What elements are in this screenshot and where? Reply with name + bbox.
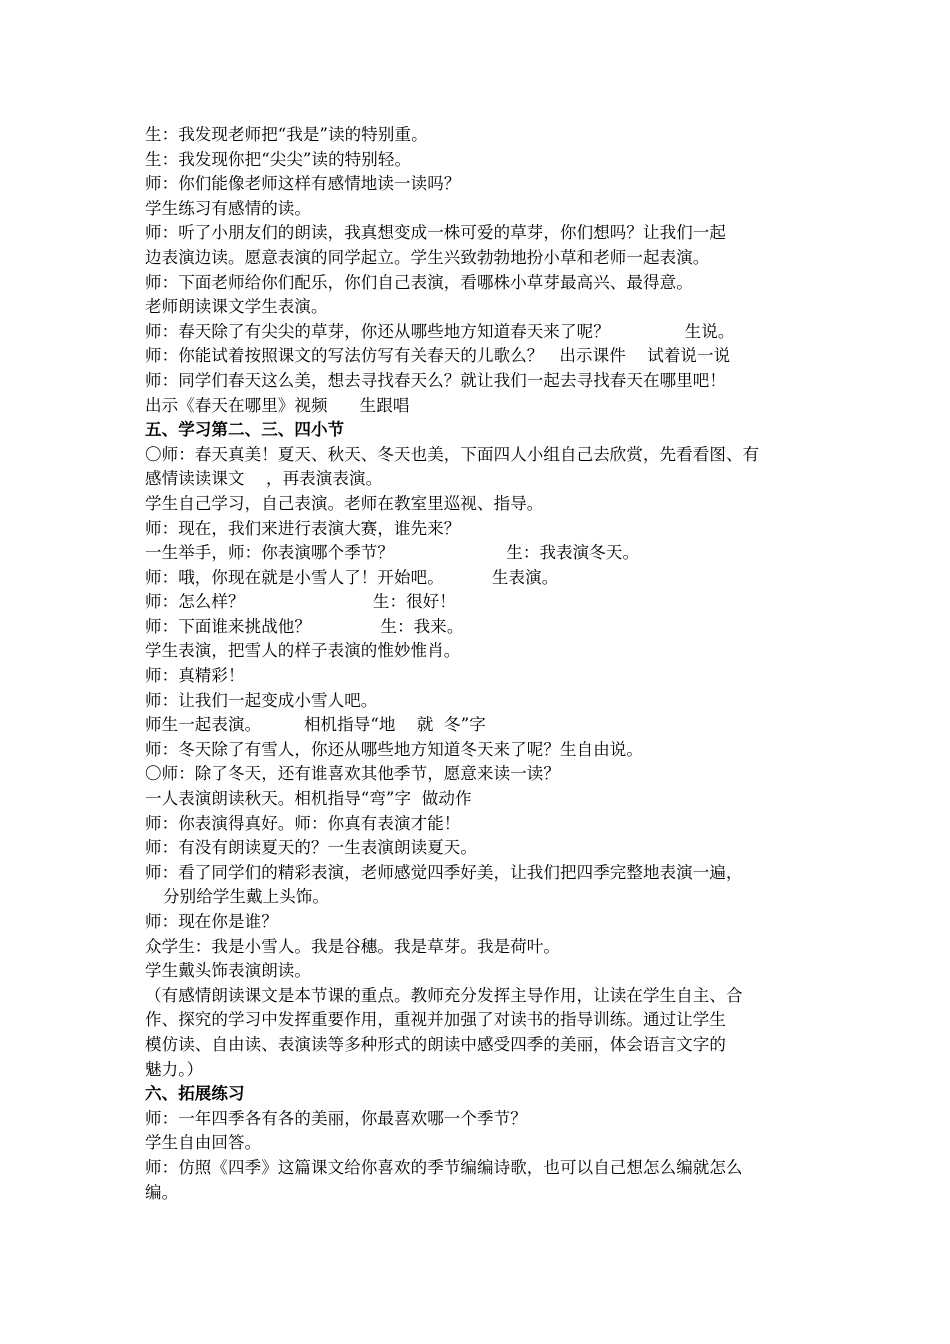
- text-line: 魅力。）: [145, 1059, 204, 1079]
- text-line: 感情读读课文 ，再表演表演。: [145, 469, 383, 489]
- text-line: 生：我发现老师把“我是”读的特别重。: [145, 125, 428, 144]
- text-line: 学生表演，把雪人的样子表演的惟妙惟肖。: [145, 641, 461, 661]
- text-line: 模仿读、自由读、表演读等多种形式的朗读中感受四季的美丽，体会语言文字的: [145, 1034, 726, 1054]
- text-line: 师：你们能像老师这样有感情地读一读吗？: [145, 174, 461, 194]
- text-line: 师：你能试着按照课文的写法仿写有关春天的儿歌么？ 出示课件 试着说一说: [145, 346, 731, 366]
- text-line: 学生自己学习，自己表演。老师在教室里巡视、指导。: [145, 493, 544, 513]
- text-line: 师：你表演得真好。师：你真有表演才能！: [145, 813, 461, 833]
- text-line: 编。: [145, 1182, 179, 1202]
- text-line: 师：同学们春天这么美，想去寻找春天么？就让我们一起去寻找春天在哪里吧！: [145, 370, 726, 390]
- text-line: 一人表演朗读秋天。相机指导“弯”字 做动作: [145, 789, 472, 809]
- text-line: 师：怎么样？ 生：很好！: [145, 592, 456, 612]
- text-line: 师：下面老师给你们配乐，你们自己表演，看哪株小草芽最高兴、最得意。: [145, 272, 693, 292]
- text-line: 师：真精彩！: [145, 666, 245, 686]
- text-line: 师生一起表演。 相机指导“地 就 冬”字: [145, 715, 486, 735]
- text-line: （有感情朗读课文是本节课的重点。教师充分发挥主导作用，让读在学生自主、合: [145, 985, 743, 1005]
- text-line: 师：一年四季各有各的美丽，你最喜欢哪一个季节？: [145, 1108, 527, 1128]
- text-line: 作、探究的学习中发挥重要作用，重视并加强了对读书的指导训练。通过让学生: [145, 1010, 726, 1030]
- text-line: 分别给学生戴上头饰。: [163, 887, 329, 907]
- text-line: 师：听了小朋友们的朗读，我真想变成一株可爱的草芽，你们想吗？让我们一起: [145, 223, 726, 243]
- text-line: 师：让我们一起变成小雪人吧。: [145, 690, 378, 710]
- text-line: 出示《春天在哪里》视频 生跟唱: [145, 395, 410, 415]
- text-line: 学生自由回答。: [145, 1133, 262, 1153]
- text-line: 师：看了同学们的精彩表演，老师感觉四季好美，让我们把四季完整地表演一遍，: [145, 862, 743, 882]
- text-line: 〇师：春天真美！夏天、秋天、冬天也美，下面四人小组自己去欣赏，先看看图、有: [145, 444, 760, 464]
- text-line: 师：哦，你现在就是小雪人了！开始吧。 生表演。: [145, 567, 559, 587]
- text-line: 〇师：除了冬天，还有谁喜欢其他季节，愿意来读一读？: [145, 764, 560, 784]
- text-line: 众学生：我是小雪人。我是谷穗。我是草芽。我是荷叶。: [145, 936, 560, 956]
- text-line: 学生练习有感情的读。: [145, 198, 311, 218]
- text-line: 边表演边读。愿意表演的同学起立。学生兴致勃勃地扮小草和老师一起表演。: [145, 247, 710, 267]
- section-heading: 六、拓展练习: [145, 1084, 245, 1104]
- text-line: 师：下面谁来挑战他？ 生：我来。: [145, 616, 464, 636]
- section-heading: 五、学习第二、三、四小节: [145, 420, 345, 440]
- text-line: 一生举手，师：你表演哪个季节？ 生：我表演冬天。: [145, 543, 640, 563]
- text-line: 师：现在你是谁？: [145, 912, 278, 931]
- text-line: 老师朗读课文学生表演。: [145, 297, 328, 317]
- text-line: 学生戴头饰表演朗读。: [145, 961, 311, 981]
- text-line: 师：春天除了有尖尖的草芽，你还从哪些地方知道春天来了呢？ 生说。: [145, 321, 735, 341]
- text-line: 师：冬天除了有雪人，你还从哪些地方知道冬天来了呢？生自由说。: [145, 739, 643, 759]
- text-line: 师：有没有朗读夏天的？一生表演朗读夏天。: [145, 838, 477, 858]
- document-body: [145, 123, 815, 1205]
- text-line: 师：仿照《四季》这篇课文给你喜欢的季节编编诗歌，也可以自己想怎么编就怎么: [145, 1157, 743, 1177]
- text-line: 师：现在，我们来进行表演大赛，谁先来？: [145, 518, 461, 538]
- text-line: 生：我发现你把“尖尖”读的特别轻。: [145, 149, 412, 169]
